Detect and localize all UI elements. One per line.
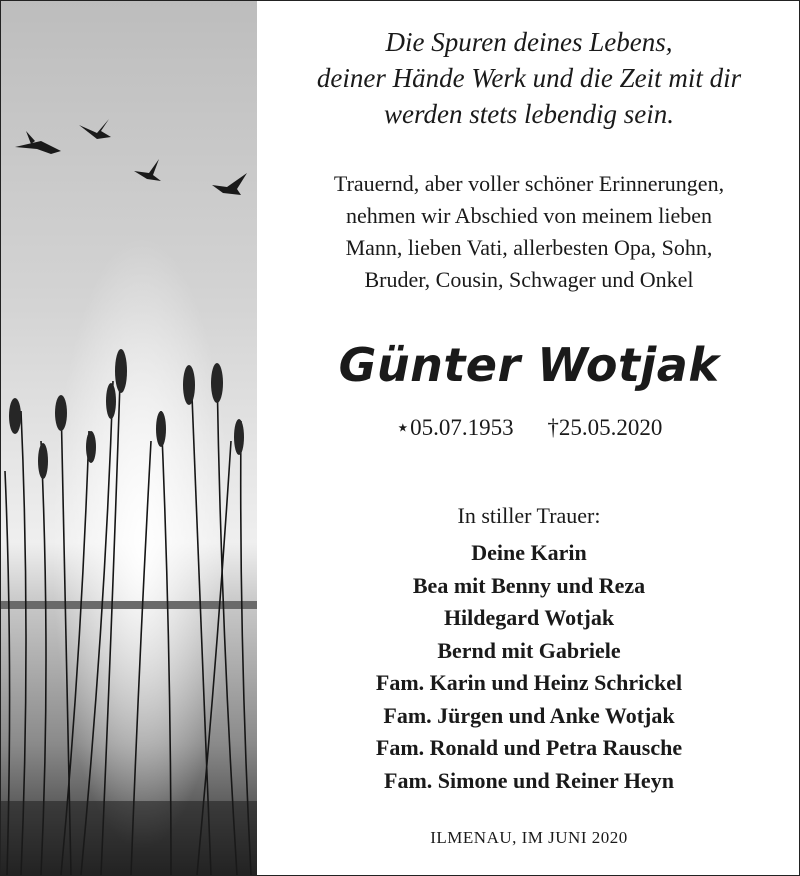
deceased-name: Günter Wotjak (338, 338, 720, 392)
place-and-date: ILMENAU, IM JUNI 2020 (430, 828, 628, 847)
mourner-name: Fam. Karin und Heinz Schrickel (375, 670, 683, 695)
mourner-name: Hildegard Wotjak (443, 605, 615, 630)
lake-reeds-photo (1, 1, 257, 875)
mourning-label: In stiller Trauer: (457, 503, 601, 528)
intro-line: Trauernd, aber voller schöner Erinnerungen, (333, 171, 725, 196)
mourner-name: Fam. Simone und Reiner Heyn (384, 767, 674, 793)
intro-line: nehmen wir Abschied von meinem lieben (346, 203, 712, 228)
birth-date: ⋆05.07.1953 (395, 415, 514, 440)
intro-line: Bruder, Cousin, Schwager und Onkel (364, 267, 694, 292)
mourner-name: Fam. Jürgen und Anke Wotjak (383, 702, 675, 728)
mourner-name: Deine Karin (471, 540, 587, 565)
quote-line: Die Spuren deines Lebens, (385, 27, 673, 57)
mourner-name: Bea mit Benny und Reza (412, 572, 646, 598)
quote-line: deiner Hände Werk und die Zeit mit dir (316, 63, 742, 93)
life-dates (258, 415, 800, 441)
mourner-name: Bernd mit Gabriele (437, 637, 621, 663)
notice-text (258, 0, 800, 876)
intro-paragraph (258, 168, 800, 296)
death-date: †25.05.2020 (547, 415, 663, 440)
mourner-name: Fam. Ronald und Petra Rausche (375, 735, 683, 760)
intro-line: Mann, lieben Vati, allerbesten Opa, Sohn, (345, 235, 713, 260)
quote-line: werden stets lebendig sein. (384, 99, 674, 129)
mourner-list (258, 537, 800, 797)
memorial-quote (258, 24, 800, 132)
